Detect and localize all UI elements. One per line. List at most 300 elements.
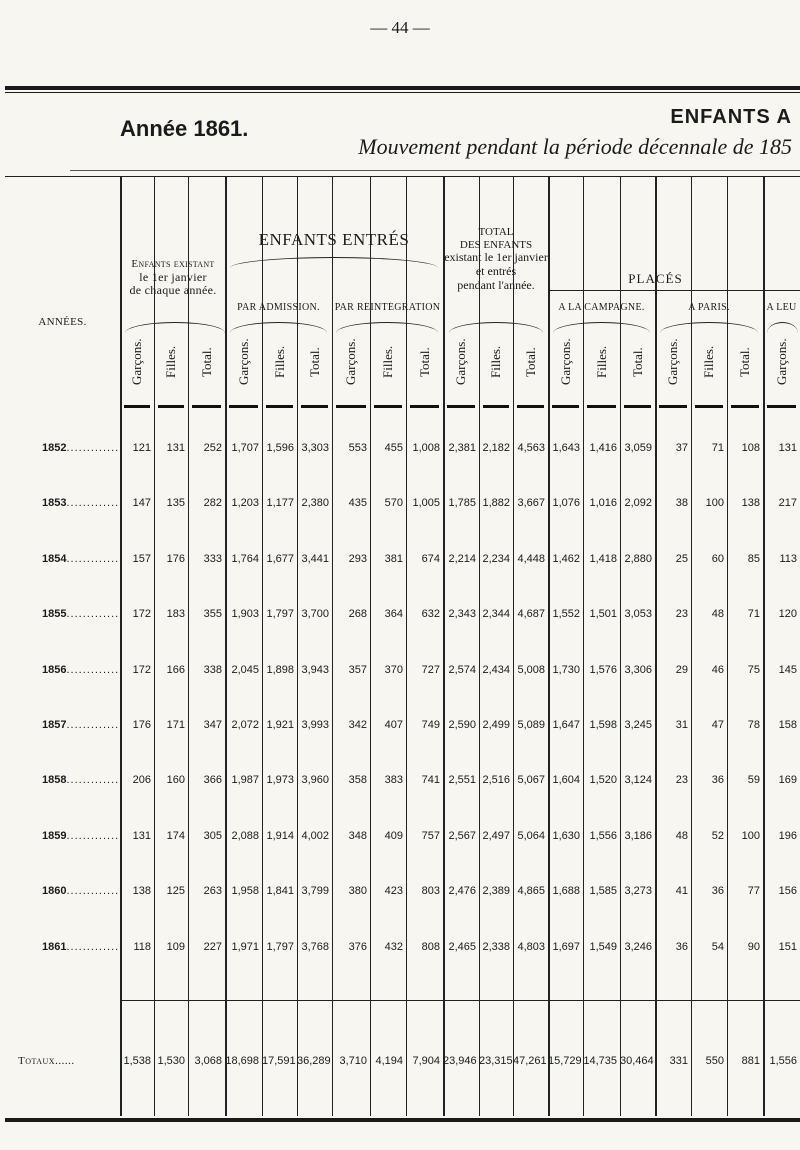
row-year: [42, 553, 120, 565]
table-cell: 2,381: [448, 442, 476, 454]
column-header: Total.: [522, 347, 538, 377]
table-cell: 4,002: [301, 829, 329, 842]
table-cell: 46: [711, 663, 724, 676]
table-cell: 2,072: [231, 719, 259, 731]
table-cell: 23: [675, 608, 688, 621]
table-cell: 1,688: [552, 885, 580, 898]
column-rule: [548, 176, 550, 1116]
header-total-line: pendant l'année.: [457, 277, 535, 292]
column-tick: [447, 405, 475, 408]
table-cell: 5,089: [517, 719, 545, 731]
table-cell: 2,234: [482, 552, 510, 565]
table-cell: 293: [348, 552, 367, 565]
table-cell: 632: [421, 608, 440, 621]
table-cell: 3,246: [624, 940, 652, 953]
table-cell: 357: [348, 663, 367, 676]
table-cell: 108: [741, 442, 760, 454]
table-cell: 2,551: [448, 774, 476, 787]
table-cell: 347: [203, 719, 222, 731]
table-cell: 131: [132, 829, 151, 842]
header-total: [444, 226, 548, 293]
table-cell: 100: [741, 829, 760, 842]
table-cell: 1,203: [231, 497, 259, 510]
table-cell: 803: [421, 885, 440, 898]
table-cell: 171: [166, 719, 185, 731]
table-cell: 553: [348, 442, 367, 454]
header-existants: [121, 258, 225, 298]
table-cell: 196: [778, 829, 797, 842]
table-cell: 1,016: [589, 497, 617, 510]
table-cell: 160: [166, 774, 185, 787]
table-cell: 282: [203, 497, 222, 510]
row-year: [42, 941, 120, 953]
totals-cell: 30,464: [620, 1055, 654, 1067]
table-cell: 4,865: [517, 885, 545, 898]
row-year-value: 1854: [42, 552, 67, 565]
table-cell: 1,643: [552, 442, 580, 454]
table-cell: 2,045: [231, 663, 259, 676]
column-rule: [188, 176, 189, 1116]
table-cell: 3,993: [301, 719, 329, 731]
table-cell: 2,465: [448, 940, 476, 953]
table-cell: 757: [421, 829, 440, 842]
table-cell: 409: [384, 829, 403, 842]
column-rule: [262, 176, 263, 1116]
column-rule: [370, 176, 371, 1116]
row-year: [42, 830, 120, 842]
column-tick: [374, 405, 402, 408]
totals-label: Totaux......: [18, 1055, 75, 1067]
table-cell: 48: [675, 829, 688, 842]
table-cell: 47: [711, 719, 724, 731]
table-cell: 1,008: [412, 442, 440, 454]
row-year-value: 1857: [42, 719, 67, 731]
year-title: Année 1861.: [120, 116, 249, 141]
table-cell: 1,598: [589, 719, 617, 731]
bottom-rule: [5, 1118, 800, 1122]
title-rule: [70, 170, 800, 171]
table-cell: 3,667: [517, 497, 545, 510]
table-cell: 1,898: [266, 663, 294, 676]
table-cell: 78: [747, 719, 760, 731]
table-cell: 1,973: [266, 774, 294, 787]
table-cell: 2,389: [482, 885, 510, 898]
totals-cell: 3,710: [339, 1055, 367, 1067]
table-cell: 1,630: [552, 829, 580, 842]
table-cell: 1,596: [266, 442, 294, 454]
table-cell: 41: [675, 885, 688, 898]
table-cell: 749: [421, 719, 440, 731]
table-cell: 71: [711, 442, 724, 454]
table-cell: 342: [348, 719, 367, 731]
table-cell: 2,574: [448, 663, 476, 676]
column-tick: [624, 405, 651, 408]
totals-cell: 36,289: [297, 1055, 331, 1067]
column-tick: [410, 405, 439, 408]
table-cell: 29: [675, 663, 688, 676]
table-cell: 3,303: [301, 442, 329, 454]
table-cell: 808: [421, 940, 440, 953]
row-year-value: 1859: [42, 829, 67, 842]
column-tick: [336, 405, 366, 408]
column-rule: [443, 176, 445, 1116]
header-existants-line: Enfants existant: [131, 258, 215, 270]
column-header: Garçons.: [129, 338, 144, 386]
header-rule: [5, 176, 800, 177]
table-cell: 380: [348, 885, 367, 898]
table-cell: 3,273: [624, 885, 652, 898]
row-year: [42, 774, 120, 786]
column-header: Garçons.: [235, 338, 251, 386]
table-cell: 383: [384, 774, 403, 787]
column-tick: [517, 405, 544, 408]
table-cell: 376: [348, 940, 367, 953]
totals-cell: 23,315: [479, 1055, 513, 1067]
header-annees: ANNÉES.: [38, 316, 87, 328]
table-cell: 333: [203, 552, 222, 565]
page-number: — 44 —: [370, 18, 430, 37]
table-cell: 5,067: [517, 774, 545, 787]
header-existants-line: de chaque année.: [129, 283, 217, 298]
table-cell: 2,344: [482, 608, 510, 621]
table-cell: 1,677: [266, 552, 294, 565]
table-cell: 206: [132, 774, 151, 787]
column-header: Filles.: [163, 345, 178, 379]
table-cell: 1,647: [552, 719, 580, 731]
table-cell: 435: [348, 497, 367, 510]
column-header: Garçons.: [453, 338, 468, 386]
column-tick: [266, 405, 293, 408]
totals-cell: 550: [705, 1055, 724, 1067]
table-cell: 2,880: [624, 552, 652, 565]
header-places: PLACÉS: [628, 271, 683, 286]
table-cell: 147: [132, 497, 151, 510]
totals-cell: 881: [741, 1055, 760, 1067]
table-cell: 3,306: [624, 663, 652, 676]
row-year-value: 1861: [42, 940, 67, 953]
table-cell: 60: [711, 552, 724, 565]
top-rule: [5, 86, 800, 90]
table-cell: 135: [166, 497, 185, 510]
table-cell: 348: [348, 829, 367, 842]
table-cell: 77: [747, 885, 760, 898]
table-cell: 1,604: [552, 774, 580, 787]
table-cell: 2,380: [301, 497, 329, 510]
table-cell: 138: [741, 497, 760, 510]
leader-dots: .............: [66, 829, 120, 842]
table-cell: 157: [132, 552, 151, 565]
table-cell: 90: [747, 940, 760, 953]
table-cell: 268: [348, 608, 367, 621]
column-rule: [691, 176, 692, 1116]
column-tick: [731, 405, 759, 408]
column-header: Garçons.: [665, 338, 680, 386]
table-cell: 2,499: [482, 719, 510, 731]
table-cell: 1,764: [231, 552, 259, 565]
table-cell: 1,177: [266, 497, 294, 510]
table-cell: 158: [778, 719, 797, 731]
leader-dots: .............: [66, 774, 120, 787]
table-cell: 23: [675, 774, 688, 787]
leader-dots: .............: [66, 885, 120, 898]
table-cell: 4,448: [517, 552, 545, 565]
leader-dots: .............: [66, 663, 120, 676]
table-cell: 1,005: [412, 497, 440, 510]
column-rule: [513, 176, 514, 1116]
column-rule: [479, 176, 480, 1116]
table-cell: 3,053: [624, 608, 652, 621]
table-cell: 727: [421, 663, 440, 676]
table-cell: 125: [166, 885, 185, 898]
column-tick: [229, 405, 258, 408]
table-cell: 1,841: [266, 885, 294, 898]
table-cell: 364: [384, 608, 403, 621]
table-cell: 370: [384, 663, 403, 676]
table-cell: 166: [166, 663, 185, 676]
row-year: [42, 497, 120, 509]
totals-cell: 4,194: [375, 1055, 403, 1067]
leader-dots: .............: [66, 719, 120, 731]
leader-dots: .............: [66, 442, 120, 454]
row-year-value: 1860: [42, 885, 67, 898]
table-cell: 120: [778, 608, 797, 621]
table-cell: 1,730: [552, 663, 580, 676]
table-cell: 1,556: [589, 829, 617, 842]
table-cell: 4,563: [517, 442, 545, 454]
table-cell: 3,943: [301, 663, 329, 676]
page-subtitle: Mouvement pendant la période décennale de 185: [358, 134, 792, 159]
table-cell: 38: [675, 497, 688, 510]
table-cell: 3,186: [624, 829, 652, 842]
table-cell: 36: [711, 885, 724, 898]
table-cell: 1,921: [266, 719, 294, 731]
table-cell: 121: [132, 442, 151, 454]
header-paris: A PARIS.: [688, 302, 730, 313]
column-header: Filles.: [380, 345, 395, 379]
table-cell: 741: [421, 774, 440, 787]
header-rule: [548, 290, 800, 291]
column-tick: [124, 405, 150, 408]
header-existants-line: le 1er janvier: [139, 269, 207, 284]
table-cell: 3,245: [624, 719, 652, 731]
header-total-line: et entrés: [475, 264, 517, 279]
table-cell: 263: [203, 885, 222, 898]
table-cell: 1,501: [589, 608, 617, 621]
table-cell: 174: [166, 829, 185, 842]
column-header: Garçons.: [557, 338, 573, 386]
table-cell: 2,338: [482, 940, 510, 953]
table-cell: 36: [675, 940, 688, 953]
table-cell: 156: [778, 885, 797, 898]
totals-rule: [120, 1000, 800, 1001]
column-tick: [587, 405, 616, 408]
header-total-line: DES ENFANTS: [459, 238, 533, 251]
totals-cell: 47,261: [513, 1055, 547, 1067]
table-cell: 407: [384, 719, 403, 731]
table-cell: 85: [747, 552, 760, 565]
header-leur: A LEU: [766, 302, 797, 313]
table-cell: 2,182: [482, 442, 510, 454]
column-header: Total.: [416, 347, 432, 377]
totals-cell: 15,729: [548, 1055, 582, 1067]
row-year-value: 1855: [42, 608, 67, 621]
table-cell: 217: [778, 497, 797, 510]
table-cell: 358: [348, 774, 367, 787]
table-cell: 2,434: [482, 663, 510, 676]
header-total-line: TOTAL: [478, 226, 514, 238]
column-rule: [727, 176, 728, 1116]
row-year: [42, 442, 120, 454]
table-cell: 1,552: [552, 608, 580, 621]
column-rule: [406, 176, 407, 1116]
table-cell: 1,585: [589, 885, 617, 898]
column-tick: [659, 405, 687, 408]
column-rule: [620, 176, 621, 1116]
table-cell: 176: [166, 552, 185, 565]
table-cell: 1,418: [589, 552, 617, 565]
table-cell: 1,971: [231, 940, 259, 953]
table-cell: 5,008: [517, 663, 545, 676]
row-year: [42, 608, 120, 620]
table-cell: 1,576: [589, 663, 617, 676]
column-rule: [763, 176, 765, 1116]
top-rule-thin: [5, 92, 800, 93]
table-cell: 2,343: [448, 608, 476, 621]
table-cell: 109: [166, 940, 185, 953]
table-cell: 338: [203, 663, 222, 676]
table-cell: 674: [421, 552, 440, 565]
table-cell: 183: [166, 608, 185, 621]
table-cell: 2,497: [482, 829, 510, 842]
column-header: Filles.: [488, 345, 503, 379]
column-tick: [767, 405, 796, 408]
table-cell: 25: [675, 552, 688, 565]
table-cell: 381: [384, 552, 403, 565]
table-cell: 2,590: [448, 719, 476, 731]
table-cell: 131: [166, 442, 185, 454]
header-entres: ENFANTS ENTRÉS: [258, 230, 410, 249]
leader-dots: .............: [66, 497, 120, 510]
table-cell: 1,416: [589, 442, 617, 454]
table-cell: 3,700: [301, 608, 329, 621]
totals-cell: 17,591: [262, 1055, 296, 1067]
table-cell: 1,903: [231, 608, 259, 621]
column-rule: [154, 176, 155, 1116]
table-cell: 118: [133, 940, 151, 953]
totals-cell: 7,904: [412, 1055, 440, 1067]
table-cell: 113: [779, 552, 797, 565]
row-year-value: 1853: [42, 497, 67, 510]
column-rule: [655, 176, 657, 1116]
column-header: Filles.: [701, 345, 716, 379]
column-header: Total.: [198, 347, 214, 377]
table-cell: 3,124: [624, 774, 652, 787]
table-cell: 1,987: [231, 774, 259, 787]
table-cell: 1,797: [266, 940, 294, 953]
table-cell: 1,882: [482, 497, 510, 510]
table-cell: 1,520: [589, 774, 617, 787]
column-header: Garçons.: [343, 338, 358, 386]
row-year-value: 1858: [42, 774, 67, 787]
table-cell: 151: [778, 940, 797, 953]
column-rule: [583, 176, 584, 1116]
table-cell: 3,441: [301, 552, 329, 565]
table-cell: 1,785: [448, 497, 476, 510]
table-cell: 54: [711, 940, 724, 953]
table-cell: 75: [747, 663, 760, 676]
table-cell: 1,697: [552, 940, 580, 953]
table-cell: 71: [747, 608, 760, 621]
row-year: [42, 719, 120, 731]
table-cell: 4,687: [517, 608, 545, 621]
column-rule: [332, 176, 333, 1116]
table-cell: 432: [384, 940, 403, 953]
table-cell: 1,958: [231, 885, 259, 898]
table-cell: 172: [132, 608, 151, 621]
table-cell: 3,059: [624, 442, 652, 454]
column-header: Total.: [737, 347, 752, 377]
table-cell: 2,476: [448, 885, 476, 898]
column-rule: [297, 176, 298, 1116]
table-cell: 2,088: [231, 829, 259, 842]
table-cell: 1,549: [589, 940, 617, 953]
column-rule: [225, 176, 227, 1116]
column-tick: [301, 405, 328, 408]
table-cell: 59: [747, 774, 760, 787]
totals-cell: 14,735: [583, 1055, 617, 1067]
table-cell: 3,960: [301, 774, 329, 787]
column-header: Total.: [629, 347, 645, 377]
row-year: [42, 664, 120, 676]
table-cell: 5,064: [517, 829, 545, 842]
table-cell: 2,516: [482, 774, 510, 787]
totals-cell: 331: [669, 1055, 688, 1067]
header-total-line: existant le 1er janvier: [444, 250, 548, 265]
header-reintegration: PAR RÉINTÉGRATION: [334, 302, 441, 313]
row-year-value: 1856: [42, 663, 67, 676]
column-tick: [158, 405, 184, 408]
table-cell: 37: [675, 442, 688, 454]
column-tick: [192, 405, 221, 408]
table-cell: 1,797: [266, 608, 294, 621]
leader-dots: .............: [66, 608, 120, 621]
leader-dots: .............: [66, 552, 120, 565]
totals-cell: 23,946: [443, 1055, 477, 1067]
totals-cell: 1,538: [123, 1055, 151, 1067]
table-cell: 2,567: [448, 829, 476, 842]
column-tick: [695, 405, 723, 408]
page-title: ENFANTS A: [670, 106, 792, 128]
table-cell: 1,462: [552, 552, 580, 565]
table-cell: 145: [778, 663, 797, 676]
column-header: Garçons.: [773, 338, 789, 386]
table-cell: 138: [132, 885, 151, 898]
table-cell: 176: [132, 719, 151, 731]
table-cell: 31: [675, 719, 688, 731]
table-cell: 3,768: [301, 940, 329, 953]
totals-cell: 1,556: [769, 1055, 797, 1067]
column-rule: [120, 176, 122, 1116]
column-tick: [483, 405, 509, 408]
column-header: Total.: [306, 347, 322, 377]
leader-dots: .............: [66, 940, 120, 953]
table-cell: 100: [705, 497, 724, 510]
row-year-value: 1852: [42, 442, 67, 454]
table-cell: 355: [203, 608, 222, 621]
row-year: [42, 885, 120, 897]
totals-cell: 3,068: [194, 1055, 222, 1067]
totals-cell: 18,698: [225, 1055, 259, 1067]
